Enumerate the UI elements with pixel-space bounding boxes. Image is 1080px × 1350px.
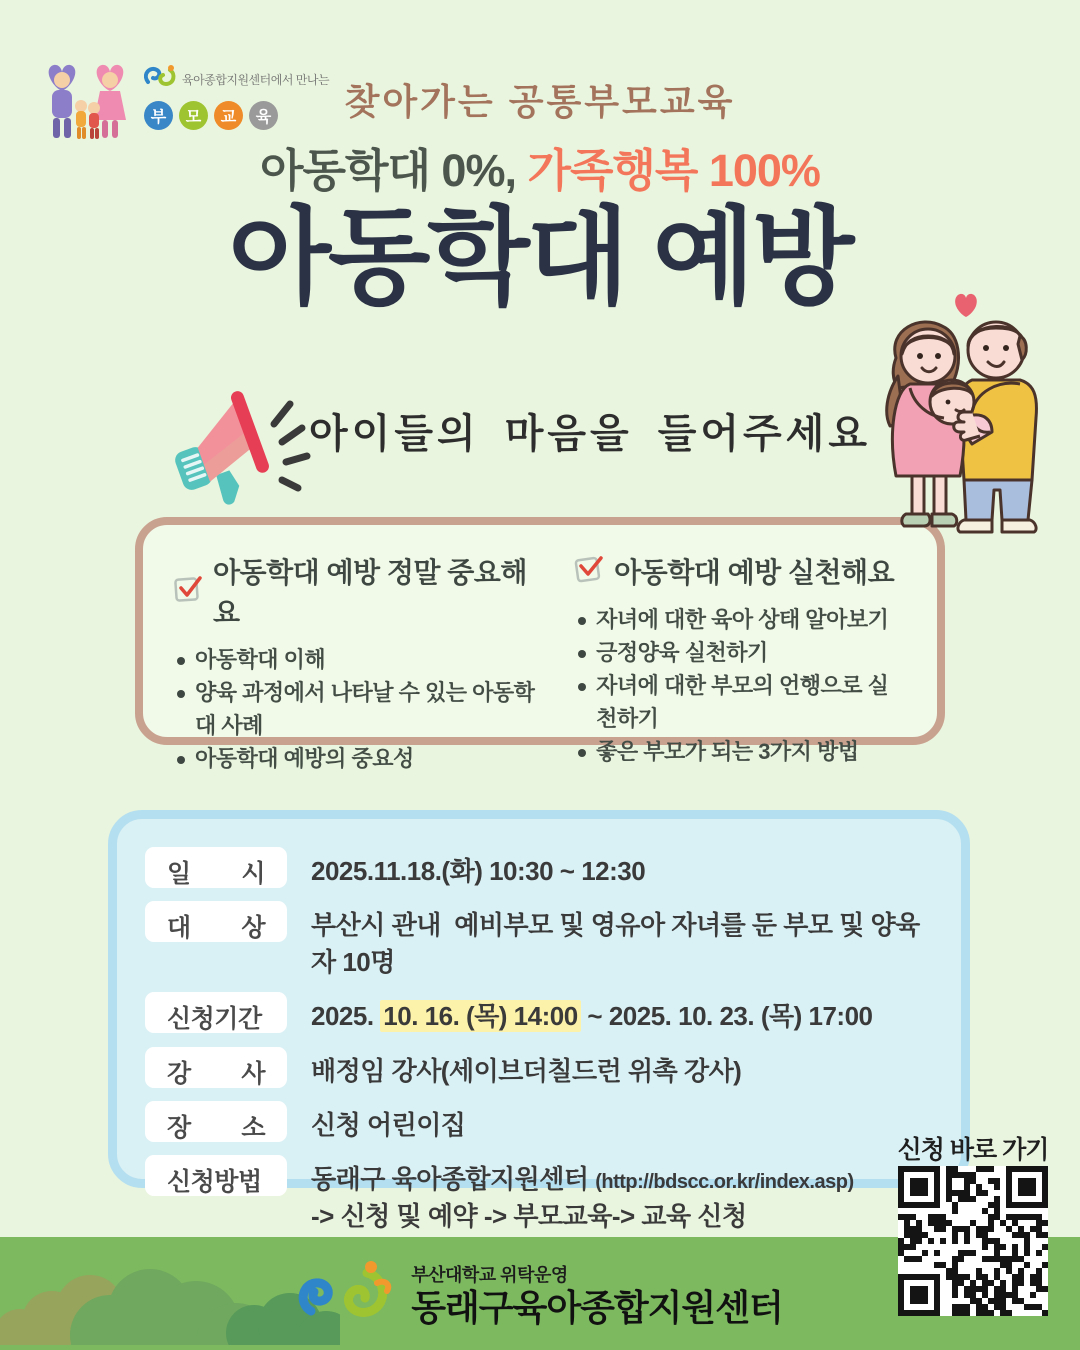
checkbox-icon — [574, 554, 604, 589]
info-value: 2025.11.18.(화) 10:30 ~ 12:30 — [311, 856, 646, 886]
checklist-right-items — [574, 603, 909, 768]
footer-center-name: 동래구육아종합지원센터 — [411, 1286, 783, 1328]
footer-operator: 부산대학교 위탁운영 — [411, 1264, 568, 1285]
apply-path: -> 신청 및 예약 -> 부모교육-> 교육 신청 — [311, 1200, 747, 1231]
info-row-apply-period — [145, 992, 937, 1034]
info-label: 강 사 — [145, 1047, 287, 1088]
checklist-right-title: 아동학대 예방 실천해요 — [614, 557, 895, 588]
list-item: 자녀에 대한 부모의 언행으로 실천하기 — [574, 669, 909, 735]
event-info-panel — [108, 810, 970, 1231]
brand-circle-bu: 부 — [144, 101, 173, 130]
list-item: 좋은 부모가 되는 3가지 방법 — [574, 735, 909, 768]
checklist-left-items — [173, 643, 548, 775]
list-item: 자녀에 대한 육아 상태 알아보기 — [574, 603, 909, 636]
info-row-datetime — [145, 847, 937, 889]
info-label: 신청방법 — [145, 1155, 287, 1196]
checklist-left-column — [173, 551, 548, 771]
period-prefix: 2025. — [311, 1001, 381, 1032]
family-illustration — [868, 284, 1058, 545]
footer-sc-logo-icon — [297, 1259, 397, 1330]
checklist-panel — [135, 517, 945, 771]
megaphone-icon — [162, 386, 312, 521]
brand-tagline: 육아종합지원센터에서 만나는 — [182, 73, 330, 87]
list-item: 아동학대 예방의 중요성 — [173, 742, 548, 775]
info-value: 부산시 관내 예비부모 및 영유아 자녀를 둔 부모 및 양육자 10명 — [311, 910, 920, 977]
info-value — [287, 1155, 854, 1234]
info-label: 장 소 — [145, 1101, 287, 1142]
brand-circle-mo: 모 — [179, 101, 208, 130]
qr-code — [898, 1166, 1048, 1316]
list-item: 긍정양육 실천하기 — [574, 636, 909, 669]
brand-circle-yuk: 육 — [249, 101, 278, 130]
info-value: 신청 어린이집 — [311, 1109, 466, 1140]
list-item: 아동학대 이해 — [173, 643, 548, 676]
heart-icon — [955, 294, 977, 317]
checkbox-icon — [173, 574, 203, 609]
info-row-target — [145, 901, 937, 980]
qr-label: 신청 바로 가기 — [897, 1136, 1049, 1164]
info-value: 배정임 강사(세이브더칠드런 위촉 강사) — [311, 1055, 742, 1086]
subtitle-dark: 아동학대 0%, — [260, 145, 528, 196]
info-label: 대 상 — [145, 901, 287, 942]
slogan-text: 아이들의 마음을 들어주세요 — [309, 412, 871, 456]
page-title: 아동학대 예방 — [228, 199, 852, 317]
subtitle-accent: 가족행복 100% — [527, 145, 820, 196]
period-suffix: ~ 2025. 10. 23. (목) 17:00 — [580, 1001, 873, 1032]
info-row-place — [145, 1101, 937, 1143]
period-highlight: 10. 16. (목) 14:00 — [380, 1000, 580, 1032]
info-value — [287, 992, 873, 1034]
checklist-right-column — [574, 551, 909, 764]
info-label: 신청기간 — [145, 992, 287, 1033]
subtitle — [0, 134, 1080, 199]
eyebrow-tagline: 찾아가는 공통부모교육 — [344, 81, 736, 122]
apply-center-name: 동래구 육아종합지원센터 — [311, 1164, 596, 1195]
info-row-apply-method — [145, 1155, 937, 1234]
list-item: 양육 과정에서 나타날 수 있는 아동학대 사례 — [173, 676, 548, 742]
brand-circle-gyo: 교 — [214, 101, 243, 130]
info-label: 일 시 — [145, 847, 287, 888]
info-row-instructor — [145, 1047, 937, 1089]
apply-url: (http://bdscc.or.kr/index.asp) — [595, 1171, 854, 1194]
checklist-left-title: 아동학대 예방 정말 중요해요 — [213, 557, 527, 628]
